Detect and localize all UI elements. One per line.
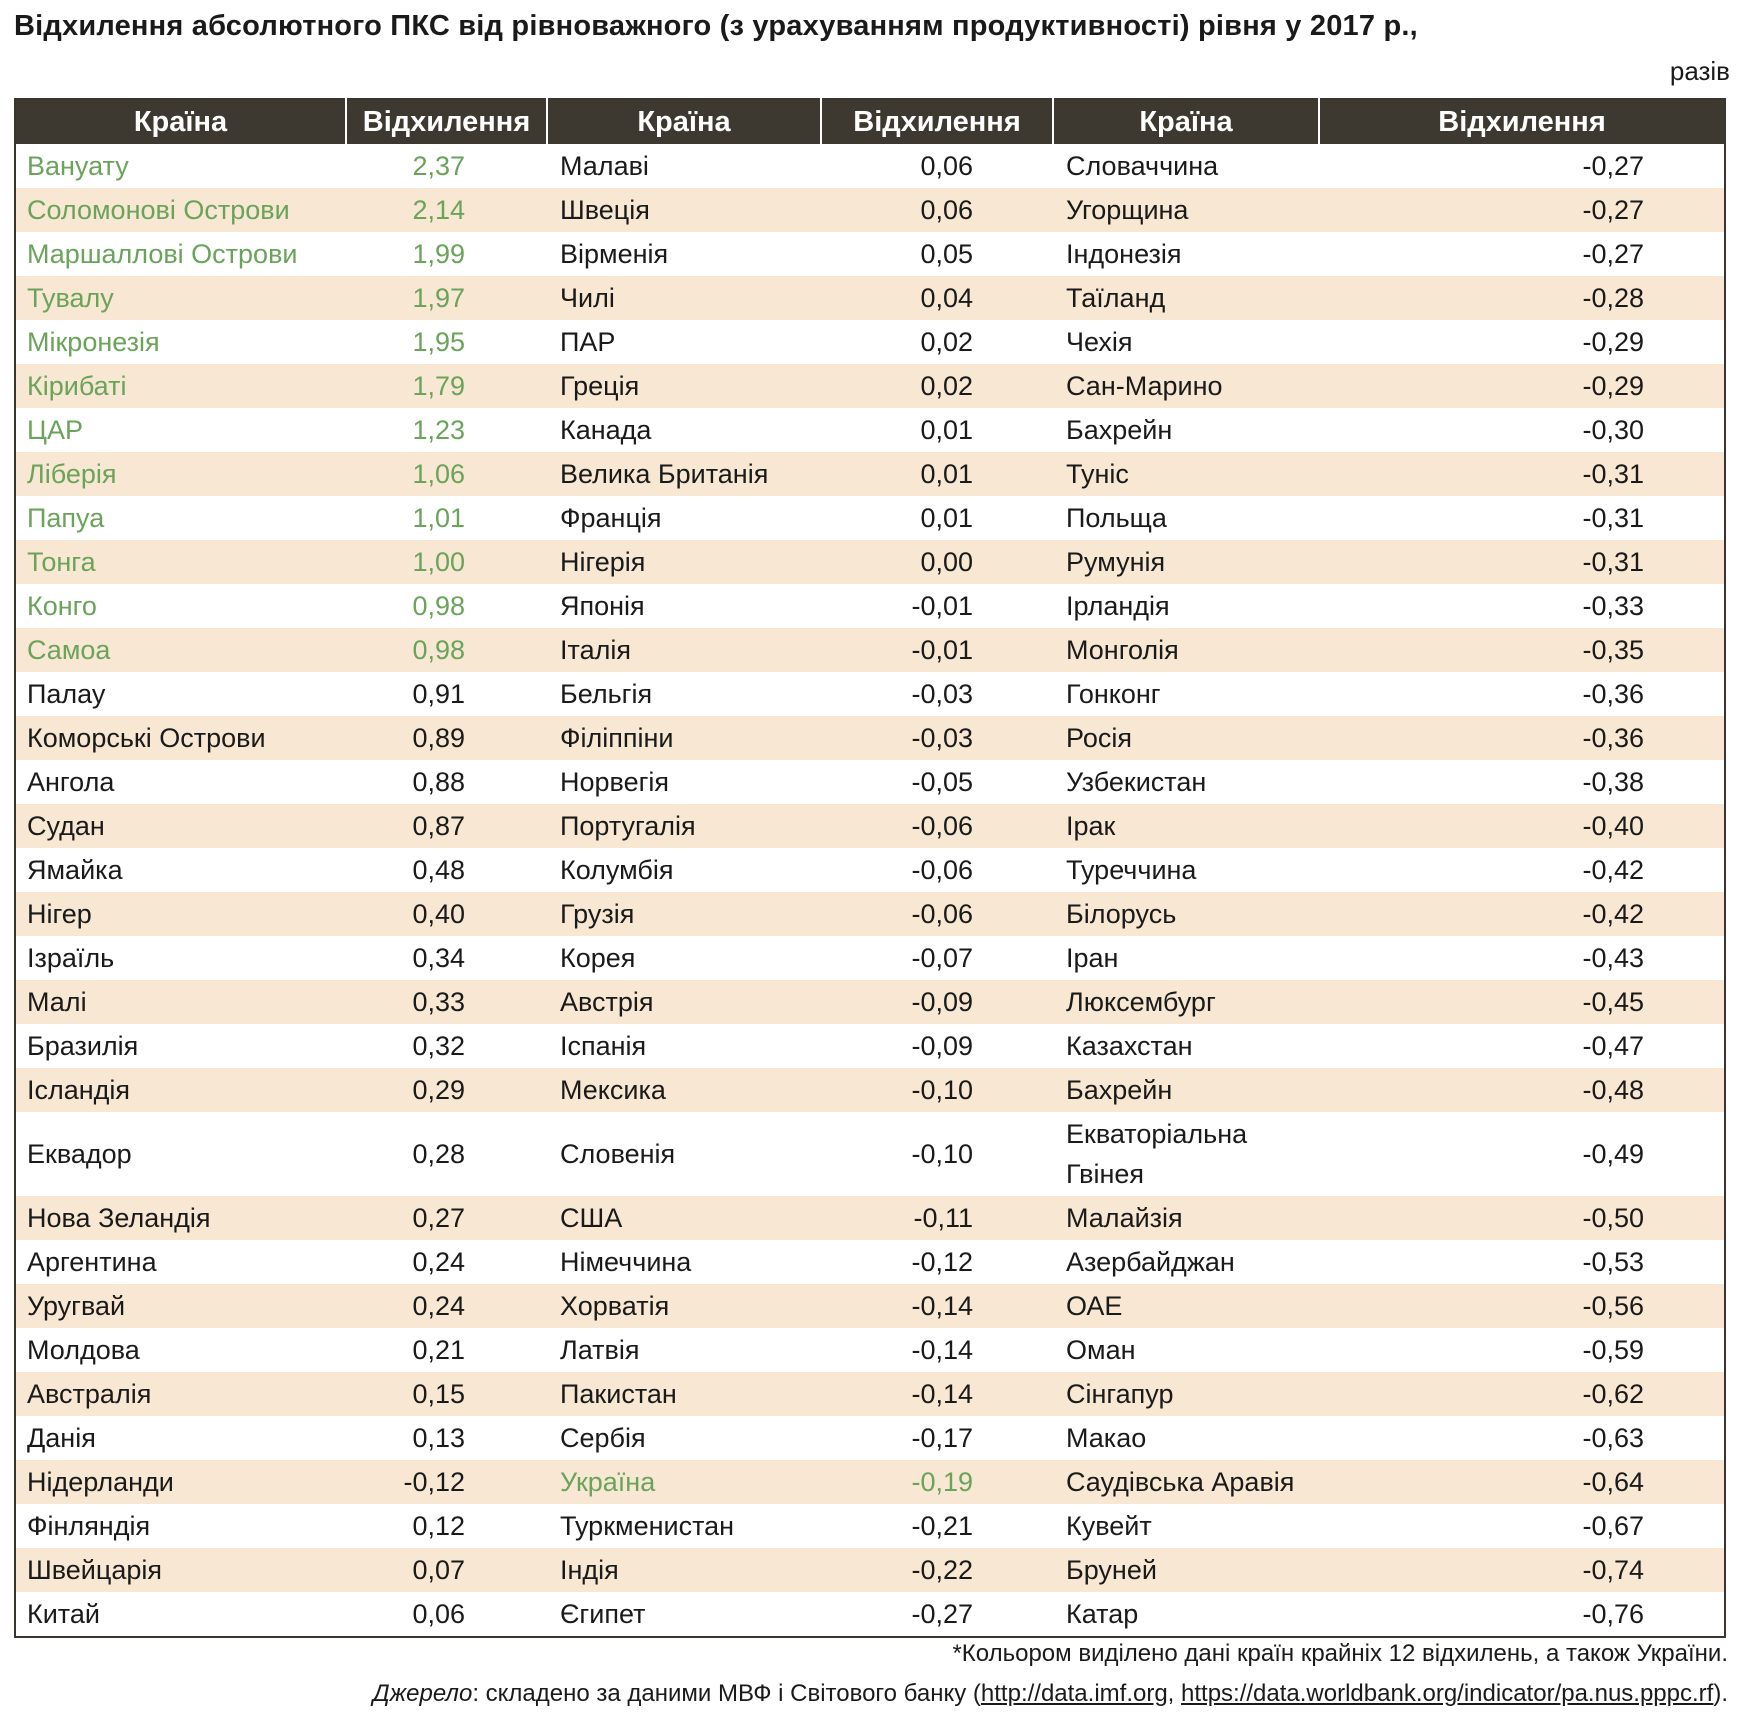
country-cell: Сан-Марино: [1053, 364, 1319, 408]
country-cell: Німеччина: [560, 1246, 692, 1277]
deviation-cell: 1,01: [412, 502, 465, 533]
table-row: [15, 320, 1725, 364]
table-row: [15, 672, 1725, 716]
country-cell: Ямайка: [27, 854, 123, 885]
country-cell: Самоа: [15, 628, 346, 672]
table-body: [15, 144, 1725, 1637]
deviation-cell: -0,33: [1582, 590, 1644, 621]
country-cell: Бельгія: [560, 678, 653, 709]
deviation-cell: -0,11: [821, 1196, 1053, 1240]
deviation-cell: -0,35: [1319, 628, 1725, 672]
header-country-2: Країна: [547, 99, 821, 144]
country-cell: Судан: [15, 804, 346, 848]
country-cell: Польща: [1066, 502, 1167, 533]
deviation-cell: 0,28: [412, 1138, 465, 1169]
country-cell: Латвія: [560, 1334, 640, 1365]
country-cell: Філіппіни: [547, 716, 821, 760]
source-end: ).: [1713, 1680, 1728, 1707]
deviation-cell: 1,99: [412, 238, 465, 269]
deviation-cell: 0,15: [346, 1372, 547, 1416]
deviation-cell: 0,02: [821, 364, 1053, 408]
header-deviation-1: Відхилення: [346, 99, 547, 144]
deviation-cell: -0,30: [1582, 414, 1644, 445]
deviation-cell: 0,24: [346, 1284, 547, 1328]
table-row: [15, 892, 1725, 936]
deviation-cell: -0,12: [911, 1246, 973, 1277]
deviation-cell: -0,09: [911, 1030, 973, 1061]
deviation-cell: -0,62: [1319, 1372, 1725, 1416]
deviation-cell: -0,40: [1319, 804, 1725, 848]
table-row: [15, 1416, 1725, 1460]
country-cell: Мексика: [547, 1068, 821, 1112]
country-cell: Хорватія: [547, 1284, 821, 1328]
deviation-cell: 0,91: [412, 678, 465, 709]
page-title: Відхилення абсолютного ПКС від рівноважного (з урахуванням продуктивності) рівня у 2017 р.,: [14, 10, 1418, 42]
deviation-cell: 0,01: [920, 502, 973, 533]
country-cell: Бахрейн: [1066, 414, 1173, 445]
table-row: [15, 1460, 1725, 1504]
country-cell: Румунія: [1053, 540, 1319, 584]
table-row: [15, 452, 1725, 496]
country-cell: Єгипет: [560, 1598, 646, 1629]
country-cell: Австрія: [547, 980, 821, 1024]
country-cell: Франція: [560, 502, 662, 533]
deviation-cell: -0,03: [911, 678, 973, 709]
table-row: [15, 1328, 1725, 1372]
deviation-cell: -0,27: [1582, 150, 1644, 181]
deviation-cell: -0,53: [1582, 1246, 1644, 1277]
deviation-cell: -0,27: [1582, 238, 1644, 269]
deviation-cell: 0,04: [821, 276, 1053, 320]
deviation-cell: 1,06: [346, 452, 547, 496]
country-cell: Уругвай: [15, 1284, 346, 1328]
country-cell: Оман: [1066, 1334, 1136, 1365]
table-row: [15, 1024, 1725, 1068]
header-country-3: Країна: [1053, 99, 1319, 144]
deviation-cell: 0,27: [346, 1196, 547, 1240]
country-cell: Люксембург: [1053, 980, 1319, 1024]
table-row: [15, 276, 1725, 320]
country-cell: Колумбія: [560, 854, 674, 885]
deviation-cell: 0,87: [346, 804, 547, 848]
deviation-cell: -0,38: [1582, 766, 1644, 797]
deviation-cell: -0,59: [1582, 1334, 1644, 1365]
source-separator: ,: [1167, 1680, 1182, 1707]
deviation-cell: -0,05: [911, 766, 973, 797]
deviation-cell: -0,47: [1582, 1030, 1644, 1061]
country-cell: Італія: [547, 628, 821, 672]
table-row: [15, 1196, 1725, 1240]
country-cell: Еквадор: [27, 1138, 132, 1169]
country-cell: Грузія: [547, 892, 821, 936]
country-cell: Кувейт: [1066, 1510, 1152, 1541]
country-cell: Росія: [1053, 716, 1319, 760]
deviation-cell: -0,09: [821, 980, 1053, 1024]
deviation-cell: -0,28: [1319, 276, 1725, 320]
deviation-cell: -0,06: [911, 854, 973, 885]
deviation-cell: -0,42: [1319, 892, 1725, 936]
deviation-cell: 0,06: [412, 1598, 465, 1629]
table-row: [15, 1372, 1725, 1416]
deviation-cell: -0,36: [1319, 716, 1725, 760]
deviation-cell: -0,50: [1319, 1196, 1725, 1240]
source-line: [373, 1680, 1728, 1708]
table-row: [15, 1240, 1725, 1284]
country-cell: Бразилія: [27, 1030, 139, 1061]
country-name-wrapped: Екваторіальна Гвінея: [1066, 1119, 1248, 1189]
country-cell: [1053, 1112, 1319, 1196]
table-row: [15, 364, 1725, 408]
country-cell: Корея: [560, 942, 636, 973]
country-cell: Туніс: [1053, 452, 1319, 496]
country-cell: Казахстан: [1066, 1030, 1193, 1061]
country-cell: Ізраїль: [27, 942, 115, 973]
units-label: разів: [1669, 56, 1730, 86]
country-cell: Норвегія: [560, 766, 670, 797]
deviation-cell: 0,01: [920, 414, 973, 445]
country-cell: Туреччина: [1066, 854, 1197, 885]
deviation-cell: 0,07: [346, 1548, 547, 1592]
country-cell: Таїланд: [1053, 276, 1319, 320]
deviation-cell: 0,32: [412, 1030, 465, 1061]
source-label: Джерело: [372, 1680, 473, 1707]
country-cell: ОАЕ: [1053, 1284, 1319, 1328]
country-cell: Кірибаті: [15, 364, 346, 408]
deviation-cell: 0,02: [920, 326, 973, 357]
deviation-cell: -0,42: [1582, 854, 1644, 885]
deviation-cell: -0,07: [911, 942, 973, 973]
country-cell: Іран: [1066, 942, 1119, 973]
deviation-cell: -0,14: [911, 1334, 973, 1365]
table-row: [15, 980, 1725, 1024]
table-row: [15, 540, 1725, 584]
deviation-cell: 0,05: [920, 238, 973, 269]
country-cell: Нігер: [15, 892, 346, 936]
country-cell: Словенія: [560, 1138, 676, 1169]
deviation-cell: 0,06: [920, 150, 973, 181]
country-cell: Пакистан: [547, 1372, 821, 1416]
deviation-cell: 0,24: [412, 1246, 465, 1277]
country-cell: ЦАР: [27, 414, 83, 445]
table-row: [15, 144, 1725, 188]
country-cell: Азербайджан: [1066, 1246, 1235, 1277]
imf-link[interactable]: http://data.imf.org: [980, 1680, 1168, 1707]
deviation-cell: 0,98: [346, 628, 547, 672]
country-cell: Туркменистан: [560, 1510, 735, 1541]
table-row: [15, 628, 1725, 672]
country-cell: Швейцарія: [15, 1548, 346, 1592]
deviation-cell: -0,48: [1319, 1068, 1725, 1112]
deviation-cell: -0,01: [911, 590, 973, 621]
deviation-cell: -0,36: [1582, 678, 1644, 709]
deviation-cell: -0,21: [911, 1510, 973, 1541]
source-text: : складено за даними МВФ і Світового банку (: [472, 1680, 981, 1707]
country-cell: Нова Зеландія: [15, 1196, 346, 1240]
country-cell: Маршаллові Острови: [27, 238, 298, 269]
deviation-cell: 0,48: [412, 854, 465, 885]
deviation-cell: -0,14: [821, 1284, 1053, 1328]
country-cell: Португалія: [547, 804, 821, 848]
deviation-cell: 0,13: [412, 1422, 465, 1453]
deviation-cell: -0,12: [346, 1460, 547, 1504]
table-row: [15, 1592, 1725, 1637]
country-cell: Ісландія: [15, 1068, 346, 1112]
country-cell: Монголія: [1053, 628, 1319, 672]
deviation-cell: -0,27: [911, 1598, 973, 1629]
country-cell: Швеція: [547, 188, 821, 232]
country-cell: Фінляндія: [27, 1510, 151, 1541]
country-cell: Індонезія: [1066, 238, 1182, 269]
deviation-cell: 0,21: [412, 1334, 465, 1365]
deviation-cell: -0,56: [1319, 1284, 1725, 1328]
deviation-cell: -0,22: [821, 1548, 1053, 1592]
country-cell: Бруней: [1053, 1548, 1319, 1592]
deviation-cell: -0,29: [1582, 326, 1644, 357]
country-cell: Малі: [15, 980, 346, 1024]
country-cell: Мікронезія: [27, 326, 160, 357]
deviation-cell: 1,79: [346, 364, 547, 408]
deviation-cell: -0,10: [821, 1068, 1053, 1112]
deviation-cell: 2,37: [412, 150, 465, 181]
table-row: [15, 496, 1725, 540]
deviation-cell: 0,88: [412, 766, 465, 797]
country-cell: Австралія: [15, 1372, 346, 1416]
country-cell: Узбекистан: [1066, 766, 1207, 797]
deviation-cell: -0,63: [1582, 1422, 1644, 1453]
worldbank-link[interactable]: https://data.worldbank.org/indicator/pa.nus.pppc.rf: [1181, 1680, 1714, 1707]
country-cell: Велика Британія: [547, 452, 821, 496]
deviation-cell: 1,23: [412, 414, 465, 445]
table-row: [15, 760, 1725, 804]
deviation-cell: -0,67: [1582, 1510, 1644, 1541]
table-row: [15, 1068, 1725, 1112]
country-cell: Тувалу: [15, 276, 346, 320]
deviation-cell: -0,31: [1319, 452, 1725, 496]
country-cell: Греція: [547, 364, 821, 408]
country-cell: Словаччина: [1066, 150, 1219, 181]
deviation-cell: -0,19: [821, 1460, 1053, 1504]
deviation-cell: -0,03: [821, 716, 1053, 760]
country-cell: Тонга: [15, 540, 346, 584]
country-cell: Білорусь: [1053, 892, 1319, 936]
deviation-cell: 0,40: [346, 892, 547, 936]
table-header-row: [15, 99, 1725, 144]
deviation-cell: 0,01: [821, 452, 1053, 496]
header-country-1: Країна: [15, 99, 346, 144]
deviation-cell: -0,06: [821, 892, 1053, 936]
country-cell: Вануату: [27, 150, 129, 181]
table-row: [15, 716, 1725, 760]
footnote: *Кольором виділено дані країн крайніх 12 відхилень, а також України.: [952, 1640, 1728, 1667]
table-row: [15, 1504, 1725, 1548]
deviation-cell: -0,49: [1582, 1138, 1644, 1169]
deviation-cell: -0,01: [821, 628, 1053, 672]
deviation-cell: -0,31: [1582, 502, 1644, 533]
deviation-cell: -0,74: [1319, 1548, 1725, 1592]
country-cell: Катар: [1066, 1598, 1139, 1629]
table-row: [15, 1284, 1725, 1328]
deviation-cell: 0,33: [346, 980, 547, 1024]
deviation-cell: -0,17: [911, 1422, 973, 1453]
country-cell: Конго: [27, 590, 97, 621]
deviation-cell: -0,06: [821, 804, 1053, 848]
country-cell: Соломонові Острови: [15, 188, 346, 232]
country-cell: Ірландія: [1066, 590, 1170, 621]
deviation-cell: -0,27: [1319, 188, 1725, 232]
country-cell: Молдова: [27, 1334, 140, 1365]
country-cell: Малайзія: [1053, 1196, 1319, 1240]
country-cell: Вірменія: [560, 238, 669, 269]
country-cell: Бахрейн: [1053, 1068, 1319, 1112]
country-cell: Палау: [27, 678, 106, 709]
header-deviation-2: Відхилення: [821, 99, 1053, 144]
table-row: [15, 1112, 1725, 1196]
country-cell: Чилі: [547, 276, 821, 320]
deviation-cell: 0,06: [821, 188, 1053, 232]
country-cell: Папуа: [27, 502, 105, 533]
deviation-cell: -0,64: [1319, 1460, 1725, 1504]
country-cell: Ірак: [1053, 804, 1319, 848]
country-cell: Ангола: [27, 766, 115, 797]
country-cell: Гонконг: [1066, 678, 1161, 709]
deviation-cell: 0,89: [346, 716, 547, 760]
deviation-cell: -0,29: [1319, 364, 1725, 408]
deviation-cell: 0,34: [412, 942, 465, 973]
deviation-cell: -0,45: [1319, 980, 1725, 1024]
country-cell: Малаві: [560, 150, 649, 181]
country-cell: Саудівська Аравія: [1053, 1460, 1319, 1504]
header-deviation-3: Відхилення: [1319, 99, 1725, 144]
country-cell: Сінгапур: [1053, 1372, 1319, 1416]
country-cell: Канада: [560, 414, 652, 445]
deviation-table: [14, 98, 1726, 1638]
deviation-cell: 2,14: [346, 188, 547, 232]
deviation-cell: 0,00: [821, 540, 1053, 584]
country-cell: США: [547, 1196, 821, 1240]
deviation-cell: 0,29: [346, 1068, 547, 1112]
table-row: [15, 188, 1725, 232]
deviation-cell: -0,10: [911, 1138, 973, 1169]
table-row: [15, 936, 1725, 980]
country-cell: Україна: [547, 1460, 821, 1504]
country-cell: ПАР: [560, 326, 616, 357]
deviation-cell: -0,76: [1582, 1598, 1644, 1629]
deviation-cell: 1,95: [412, 326, 465, 357]
deviation-cell: -0,14: [821, 1372, 1053, 1416]
country-cell: Аргентина: [27, 1246, 157, 1277]
table-row: [15, 848, 1725, 892]
country-cell: Коморські Острови: [15, 716, 346, 760]
deviation-cell: -0,43: [1582, 942, 1644, 973]
deviation-cell: 0,98: [412, 590, 465, 621]
table-row: [15, 1548, 1725, 1592]
country-cell: Макао: [1066, 1422, 1147, 1453]
country-cell: Угорщина: [1053, 188, 1319, 232]
country-cell: Нідерланди: [15, 1460, 346, 1504]
country-cell: Японія: [560, 590, 645, 621]
deviation-cell: 1,97: [346, 276, 547, 320]
country-cell: Ліберія: [15, 452, 346, 496]
table-row: [15, 408, 1725, 452]
table-row: [15, 804, 1725, 848]
table-row: [15, 584, 1725, 628]
table-row: [15, 232, 1725, 276]
deviation-cell: 0,12: [412, 1510, 465, 1541]
country-cell: Іспанія: [560, 1030, 647, 1061]
deviation-cell: 1,00: [346, 540, 547, 584]
country-cell: Данія: [27, 1422, 96, 1453]
deviation-cell: -0,31: [1319, 540, 1725, 584]
country-cell: Індія: [547, 1548, 821, 1592]
country-cell: Сербія: [560, 1422, 646, 1453]
country-cell: Нігерія: [547, 540, 821, 584]
country-cell: Чехія: [1066, 326, 1133, 357]
country-cell: Китай: [27, 1598, 100, 1629]
